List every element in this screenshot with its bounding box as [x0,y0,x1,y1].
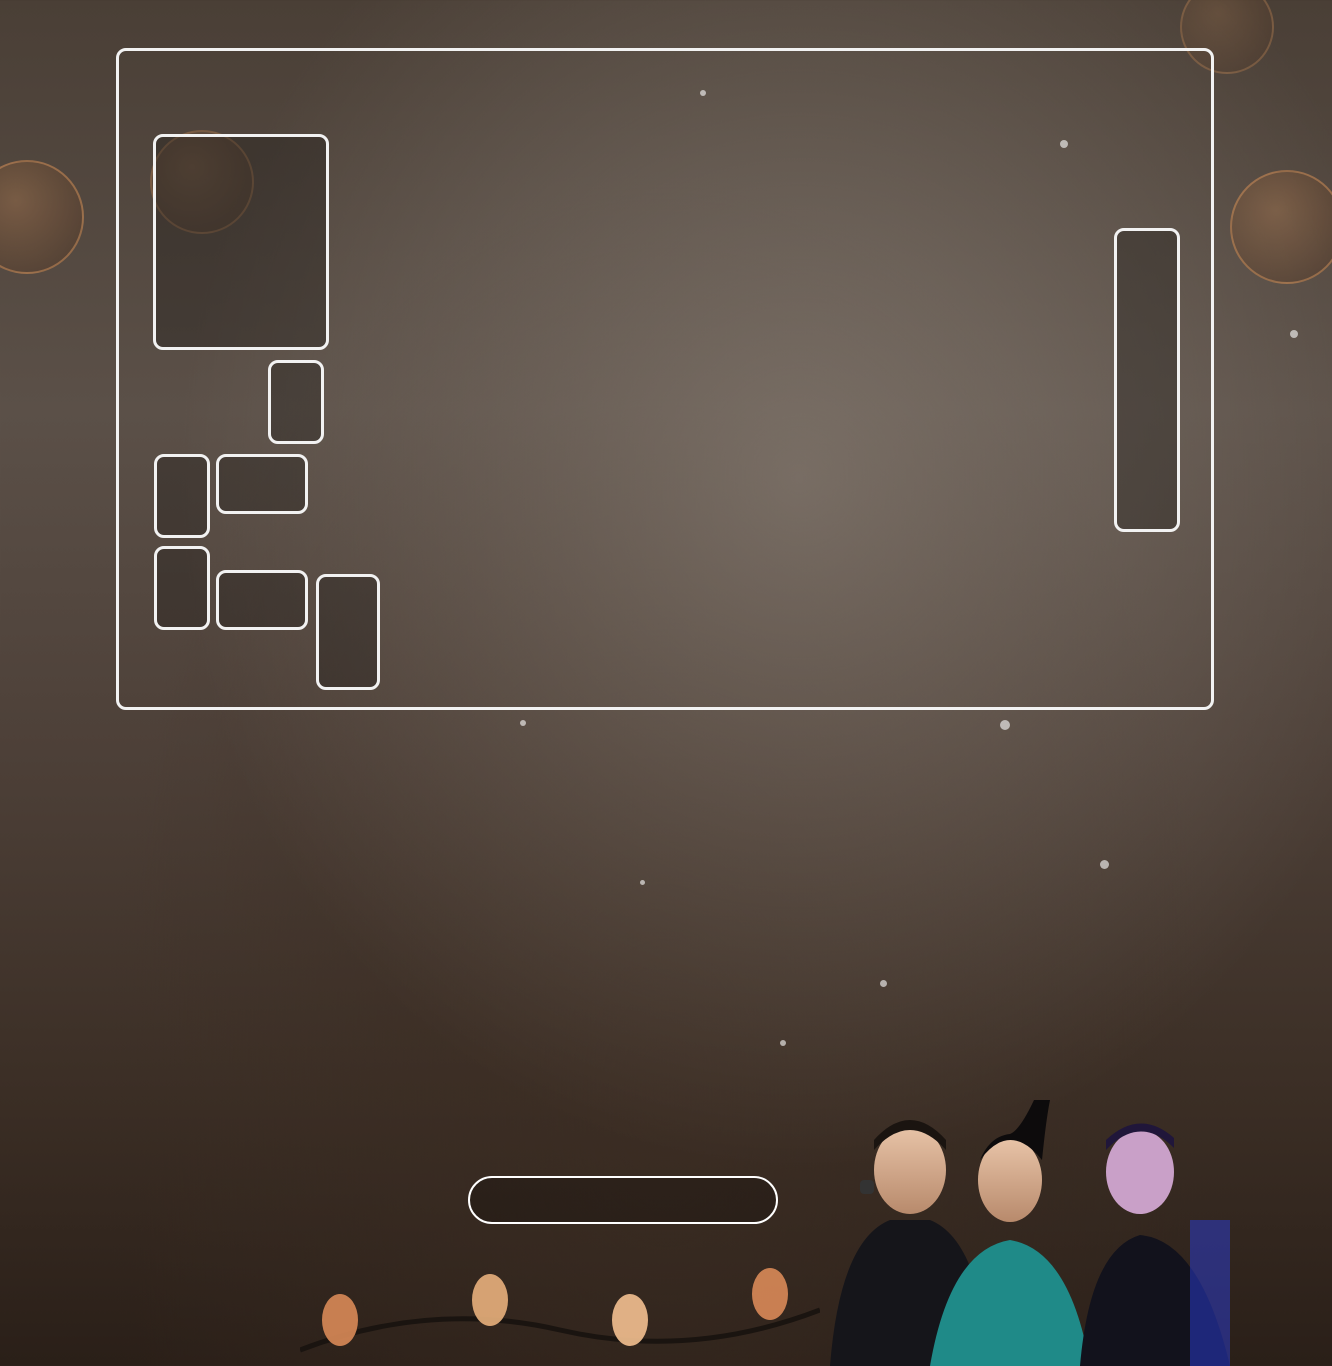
vip-table-vs3[interactable] [154,546,210,630]
light-bulb-icon [612,1294,648,1346]
snowflake-icon [520,720,526,726]
vip-table-vs6[interactable] [268,360,324,444]
all-inclusive-badge [468,1176,778,1224]
snowflake-icon [880,980,887,987]
light-bulb-icon [752,1268,788,1320]
performers-photo [820,1100,1240,1366]
string-lights [300,1240,820,1366]
vip-table-vs5[interactable] [216,454,308,514]
christmas-ornament-icon [1230,170,1332,284]
snowflake-icon [780,1040,786,1046]
snowflake-icon [1000,720,1010,730]
vip-table-vs2[interactable] [216,570,308,630]
light-bulb-icon [322,1294,358,1346]
snowflake-icon [1100,860,1109,869]
vip-table-vs4[interactable] [154,454,210,538]
stage [1114,228,1180,532]
snowflake-icon [1290,330,1298,338]
vip-table-vs1[interactable] [316,574,380,690]
christmas-ornament-icon [0,160,84,274]
bar-counter [153,134,329,350]
light-bulb-icon [472,1274,508,1326]
snowflake-icon [640,880,645,885]
